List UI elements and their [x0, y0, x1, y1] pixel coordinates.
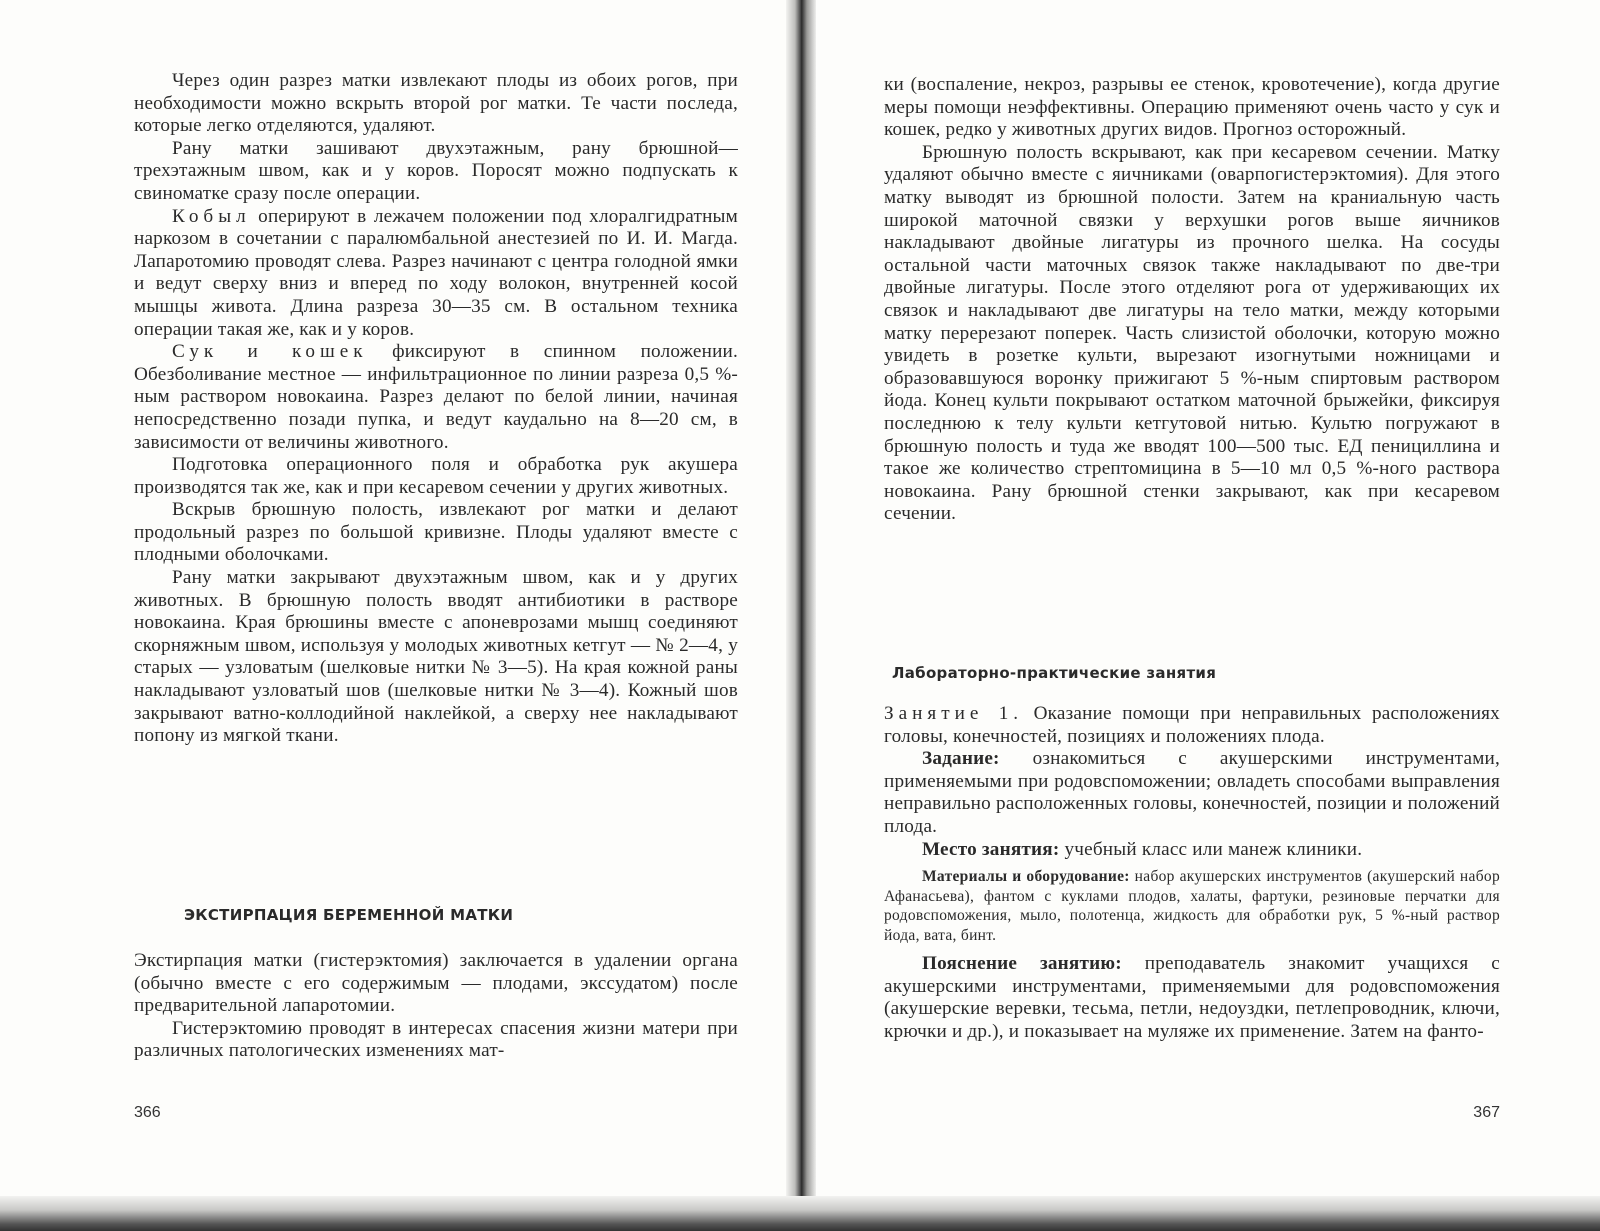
lesson-label: Занятие 1.	[884, 703, 1024, 724]
page-bottom-edge	[0, 1196, 1600, 1231]
explanation-text: преподаватель знакомит учащихся с акушерскими инструментами, применяемыми для родовспоможения (акушерские веревки, тесьма, петли, недоуздки, петлепроводник, ключи, крючки и др.), и показывает на муляже их применение. Затем на фанто-	[884, 953, 1500, 1042]
lesson-block	[884, 703, 1500, 1044]
paragraph: Подготовка операционного поля и обработка рук акушера производятся так же, как и при кесаревом сечении у других животных.	[134, 454, 738, 498]
task-label: Задание:	[922, 748, 1000, 770]
materials-paragraph	[884, 867, 1500, 945]
place-label: Место занятия:	[922, 838, 1060, 860]
lesson-paragraph	[884, 703, 1500, 748]
materials-label: Материалы и оборудование:	[922, 868, 1130, 886]
spaced-word: Сук и кошек	[172, 341, 368, 363]
materials-text: набор акушерских инструментов (акушерский набор Афанасьева), фантом с куклами плодов, халаты, фартуки, резиновые перчатки для родовспоможения, мыло, полотенца, жидкость для обработки рук, 5 %-ный раствор йода, вата, бинт.	[884, 868, 1500, 944]
page-number: 366	[134, 1104, 161, 1121]
paragraph: Брюшную полость вскрывают, как при кесаревом сечении. Матку удаляют обычно вместе с яичниками (оварпогистерэктомия). Для этого матку выводят из брюшной полости. Затем на краниальную часть широкой маточной связки у верхушки рогов выше яичников накладывают двойные лигатуры из прочного шелка. На сосуды остальной части маточных связок также накладывают по две-три двойные лигатуры. После этого отделяют рога от удерживающих их связок и накладывают две лигатуры на тело матки, между которыми матку перерезают поперек. Часть слизистой оболочки, которую можно увидеть в розетке культи, вырезают изогнутыми ножницами и образовавшуюся воронку прижигают 5 %-ным спиртовым раствором йода. Конец культи покрывают остатком маточной брыжейки, фиксируя последнюю к телу культи кетгутовой нитью. Культю погружают в брюшную полость и туда же вводят 100—500 тыс. ЕД пенициллина и такое же количество стрептомицина в 5—10 мл 0,5 %-ного раствора новокаина. Рану брюшной стенки закрывают, как при кесаревом сечении.	[884, 141, 1500, 525]
paragraph	[134, 341, 738, 454]
place-text: учебный класс или манеж клиники.	[1064, 838, 1363, 860]
paragraph: Экстирпация матки (гистерэктомия) заключается в удалении органа (обычно вместе с его содержимым — плодами, экссудатом) после предварительной лапаротомии.	[134, 950, 738, 1017]
paragraph: Через один разрез матки извлекают плоды из обоих рогов, при необходимости можно вскрыть второй рог матки. Те части последа, которые легко отделяются, удаляют.	[134, 70, 738, 137]
paragraph: Рану матки закрывают двухэтажным швом, как и у других животных. В брюшную полость вводят антибиотики в растворе новокаина. Края брюшины вместе с апоневрозами мышц соединяют скорняжным швом, используя у молодых животных кетгут — № 2—4, у старых — узловатым (шелковые нитки № 3—5). На края кожной раны накладывают узловатый шов (шелковые нитки № 3—4). Кожный шов закрывают ватно-коллодийной наклейкой, а сверху нее накладывают попону из мягкой ткани.	[134, 567, 738, 747]
right-page-body	[884, 74, 1500, 526]
lesson-text: Оказание помощи при неправильных расположениях головы, конечностей, позициях и положениях плода.	[884, 703, 1500, 747]
section-heading: ЭКСТИРПАЦИЯ БЕРЕМЕННОЙ МАТКИ	[184, 906, 514, 924]
task-paragraph	[884, 748, 1500, 838]
book-gutter	[786, 0, 816, 1231]
left-page-body	[134, 70, 738, 748]
paragraph: ки (воспаление, некроз, разрывы ее стенок, кровотечение), когда другие меры помощи неэффективны. Операцию применяют очень часто у сук и кошек, редко у животных других видов. Прогноз осторожный.	[884, 74, 1500, 141]
explanation-label: Пояснение занятию:	[922, 953, 1122, 975]
paragraph-text: фиксируют в спинном положении. Обезболивание местное — инфильтрационное по линии разреза 0,5 %-ным раствором новокаина. Разрез делают по белой линии, начиная непосредственно позади пупка, и ведут каудально на 8—20 см, в зависимости от величины животного.	[134, 341, 739, 453]
explanation-paragraph	[884, 953, 1500, 1043]
paragraph: Вскрыв брюшную полость, извлекают рог матки и делают продольный разрез по большой кривизне. Плоды удаляют вместе с плодными оболочками.	[134, 499, 738, 566]
paragraph	[134, 206, 738, 342]
paragraph: Гистерэктомию проводят в интересах спасения жизни матери при различных патологических изменениях мат-	[134, 1017, 738, 1062]
page-number: 367	[1473, 1104, 1500, 1121]
spaced-word: Кобыл	[172, 205, 251, 227]
paragraph: Рану матки зашивают двухэтажным, рану брюшной— трехэтажным швом, как и у коров. Поросят можно подпускать к свиноматке сразу после операции.	[134, 137, 738, 204]
task-text: ознакомиться с акушерскими инструментами, применяемыми при родовспоможении; овладеть способами выправления неправильно расположенных головы, конечностей, позиции и положений плода.	[884, 748, 1501, 837]
paragraph-text: оперируют в лежачем положении под хлоралгидратным наркозом в сочетании с паралюмбальной анестезией по И. И. Магда. Лапаротомию проводят слева. Разрез начинают с центра голодной ямки и ведут сверху вниз и вперед по ходу волокон, внутренней косой мышцы живота. Длина разреза 30—35 см. В остальном техника операции такая же, как и у коров.	[134, 205, 738, 340]
left-page-section-body	[134, 950, 738, 1063]
section-heading: Лабораторно-практические занятия	[892, 664, 1217, 682]
place-paragraph	[884, 839, 1500, 862]
